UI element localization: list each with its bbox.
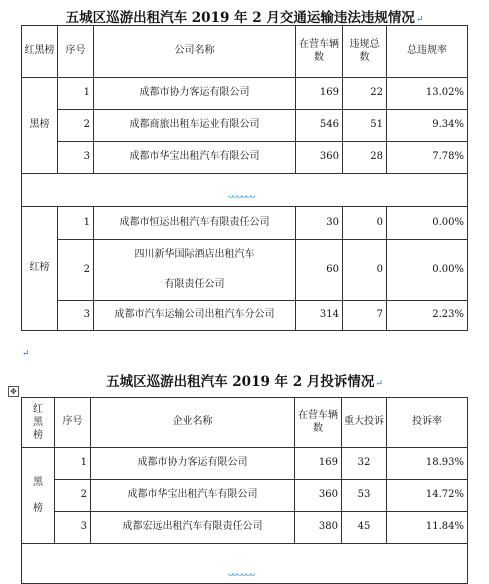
row-violations: 0 (343, 240, 387, 301)
table-row (22, 448, 468, 480)
violation-table (21, 25, 468, 331)
table-row (22, 78, 468, 110)
table-row (22, 207, 468, 240)
header-rank (22, 398, 55, 448)
header-company: 企业名称 (91, 398, 295, 448)
row-company (94, 240, 296, 301)
row-fleet: 360 (296, 142, 343, 174)
separator-cell (22, 544, 468, 584)
row-violations: 7 (343, 301, 387, 331)
header-rank-line2: 黑 (33, 417, 43, 428)
black-label-line2: 榜 (33, 502, 43, 514)
row-company: 成都市汽车运输公司出租汽车分公司 (94, 301, 296, 331)
separator-row (22, 544, 468, 584)
black-list-label: 黑榜 (22, 78, 58, 174)
row-company: 成都市协力客运有限公司 (91, 448, 295, 480)
header-rate: 投诉率 (387, 398, 468, 448)
black-label-line1: 黑 (33, 476, 43, 488)
row-major: 53 (342, 480, 387, 512)
row-rate: 7.78% (387, 142, 468, 174)
row-major: 45 (342, 512, 387, 544)
row-seq: 2 (55, 480, 91, 512)
row-fleet: 314 (296, 301, 343, 331)
header-major: 重大投诉 (342, 398, 387, 448)
header-rank-line1: 红 (33, 404, 43, 415)
table-row (22, 480, 468, 512)
row-fleet: 546 (296, 110, 343, 142)
row-fleet: 360 (295, 480, 342, 512)
header-violations: 违规总数 (343, 26, 387, 78)
paragraph-mark: ↵ (375, 379, 383, 389)
row-rate: 11.84% (387, 512, 468, 544)
row-rate: 13.02% (387, 78, 468, 110)
row-company: 成都市华宝出租汽车有限公司 (94, 142, 296, 174)
header-seq: 序号 (58, 26, 94, 78)
separator-cell (22, 174, 468, 207)
row-rate: 0.00% (387, 207, 468, 240)
row-seq: 3 (58, 142, 94, 174)
complaint-report-title: 五城区巡游出租汽车 2019 年 2 月投诉情况↵ (106, 374, 383, 390)
row-fleet: 169 (295, 448, 342, 480)
row-major: 32 (342, 448, 387, 480)
row-violations: 28 (343, 142, 387, 174)
row-company-line2: 有限责任公司 (164, 279, 225, 290)
complaint-table (21, 397, 468, 584)
table-row (22, 301, 468, 331)
header-company: 公司名称 (94, 26, 296, 78)
table-row (22, 110, 468, 142)
row-seq: 3 (58, 301, 94, 331)
row-seq: 1 (58, 207, 94, 240)
separator-row (22, 174, 468, 207)
row-fleet: 60 (296, 240, 343, 301)
row-seq: 2 (58, 240, 94, 301)
row-seq: 2 (58, 110, 94, 142)
header-rank: 红黑榜 (22, 26, 58, 78)
row-fleet: 169 (296, 78, 343, 110)
row-company-line1: 四川新华国际酒店出租汽车 (134, 249, 255, 260)
red-list-label: 红榜 (22, 207, 58, 331)
header-fleet: 在营车辆数 (295, 398, 342, 448)
paragraph-mark: ↵ (22, 349, 30, 359)
row-company: 成都市华宝出租汽车有限公司 (91, 480, 295, 512)
wavy-mark-icon: ᴗᴗᴗᴗᴗᴗ (228, 191, 255, 201)
row-company: 成都市协力客运有限公司 (94, 78, 296, 110)
row-company: 成都商旅出租车运业有限公司 (94, 110, 296, 142)
row-violations: 22 (343, 78, 387, 110)
row-rate: 2.23% (387, 301, 468, 331)
wavy-mark-icon: ᴗᴗᴗᴗᴗᴗ (228, 569, 255, 579)
table-row (22, 512, 468, 544)
row-violations: 51 (343, 110, 387, 142)
table-header-row (22, 26, 468, 78)
header-seq: 序号 (55, 398, 91, 448)
row-company: 成都宏远出租汽车有限责任公司 (91, 512, 295, 544)
row-violations: 0 (343, 207, 387, 240)
row-rate: 0.00% (387, 240, 468, 301)
header-fleet: 在营车辆数 (296, 26, 343, 78)
black-list-label (22, 448, 55, 544)
table-header-row (22, 398, 468, 448)
row-fleet: 30 (296, 207, 343, 240)
header-rank-line3: 榜 (33, 430, 43, 441)
row-fleet: 380 (295, 512, 342, 544)
row-seq: 3 (55, 512, 91, 544)
row-seq: 1 (55, 448, 91, 480)
violation-report-title: 五城区巡游出租汽车 2019 年 2 月交通运输违法违规情况↵ (65, 10, 424, 26)
table-row (22, 240, 468, 301)
paragraph-mark: ↵ (415, 15, 424, 25)
table-move-handle-icon[interactable]: ✥ (8, 386, 19, 397)
row-rate: 9.34% (387, 110, 468, 142)
row-rate: 14.72% (387, 480, 468, 512)
header-rate: 总违规率 (387, 26, 468, 78)
table-row (22, 142, 468, 174)
row-seq: 1 (58, 78, 94, 110)
row-company: 成都市恒运出租汽车有限责任公司 (94, 207, 296, 240)
row-rate: 18.93% (387, 448, 468, 480)
